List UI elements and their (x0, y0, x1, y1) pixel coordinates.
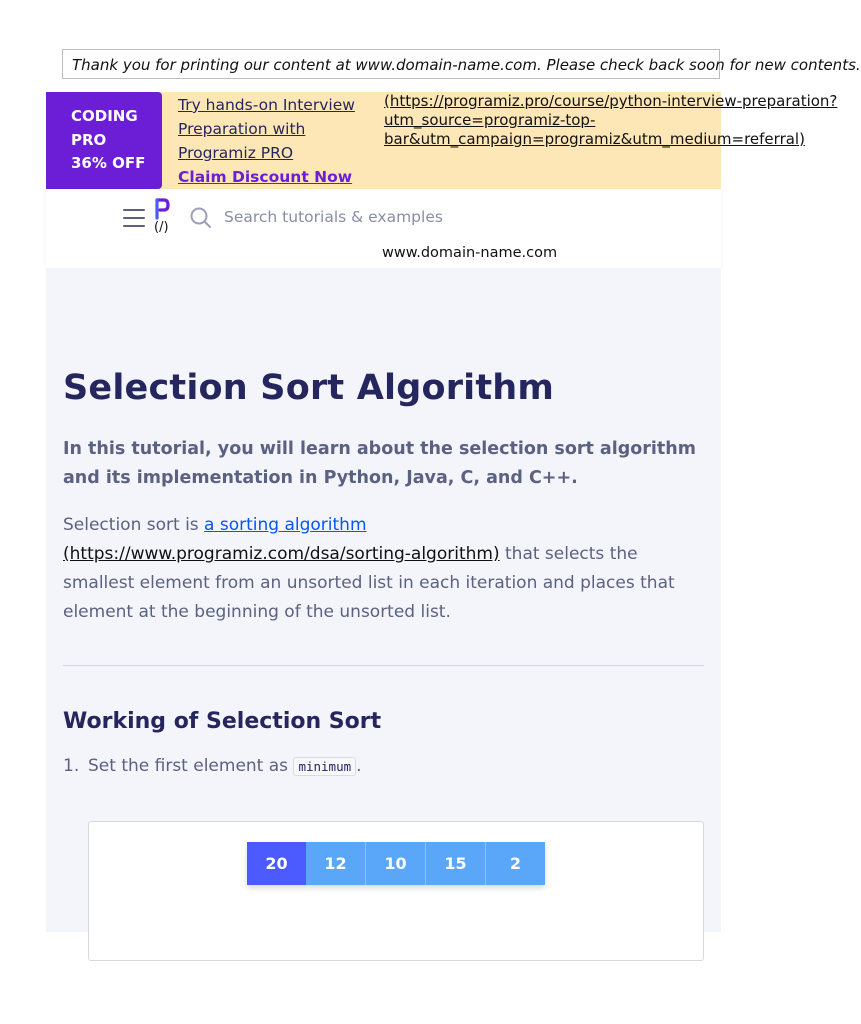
top-nav (46, 189, 721, 268)
step-1 (63, 756, 362, 776)
promo-link[interactable]: Try hands-on Interview (178, 96, 355, 114)
array-figure (88, 821, 704, 961)
promo-link[interactable]: Programiz PRO (178, 144, 294, 162)
promo-badge-line: 36% OFF (71, 154, 146, 172)
programiz-logo[interactable] (154, 198, 176, 238)
step-text: Set the first element as (88, 756, 294, 776)
array-cell: 12 (306, 842, 366, 885)
search-icon[interactable] (189, 206, 213, 230)
promo-badge-line: CODING (71, 107, 138, 125)
sorting-algorithm-url[interactable]: (https://www.programiz.com/dsa/sorting-algorithm) (63, 544, 500, 564)
page-title: Selection Sort Algorithm (63, 368, 555, 408)
promo-link[interactable]: Preparation with (178, 120, 306, 138)
divider (63, 665, 704, 666)
promo-badge[interactable] (46, 92, 162, 189)
promo-url-line: bar&utm_campaign=programiz&utm_medium=referral) (384, 130, 805, 148)
promo-url-line: utm_source=programiz-top- (384, 111, 596, 129)
print-notice: Thank you for printing our content at www.domain-name.com. Please check back soon for new contents. (62, 49, 720, 79)
array-diagram (247, 842, 545, 885)
logo-home-link[interactable]: (/) (154, 220, 169, 235)
promo-badge-line: PRO (71, 130, 107, 149)
menu-icon[interactable] (123, 209, 145, 227)
array-cell: 15 (426, 842, 486, 885)
sorting-algorithm-link[interactable]: a sorting algorithm (204, 515, 367, 535)
logo-icon (154, 198, 170, 220)
promo-banner (46, 92, 838, 189)
page (46, 92, 838, 932)
para-prefix: Selection sort is (63, 515, 205, 535)
section-title: Working of Selection Sort (63, 709, 382, 734)
claim-discount-link[interactable]: Claim Discount Now (178, 168, 353, 186)
definition-paragraph (63, 511, 713, 627)
promo-text (178, 93, 368, 189)
step-number: 1. (63, 756, 80, 776)
intro-text: In this tutorial, you will learn about the selection sort algorithm and its implementation in Python, Java, C, and C++. (63, 439, 696, 488)
promo-url-line: (https://programiz.pro/course/python-interview-preparation? (384, 92, 838, 110)
array-cell-minimum: 20 (247, 842, 306, 885)
step-end: . (356, 756, 362, 776)
promo-url (384, 92, 838, 189)
domain-label: www.domain-name.com (382, 245, 558, 261)
article (46, 268, 721, 932)
array-cell: 2 (486, 842, 545, 885)
search-input[interactable] (224, 204, 524, 230)
para-suffix: that selects the smallest element from an unsorted list in each iteration and places that element at the beginning of the unsorted list. (63, 544, 675, 622)
array-cell: 10 (366, 842, 426, 885)
code-minimum: minimum (293, 757, 356, 776)
